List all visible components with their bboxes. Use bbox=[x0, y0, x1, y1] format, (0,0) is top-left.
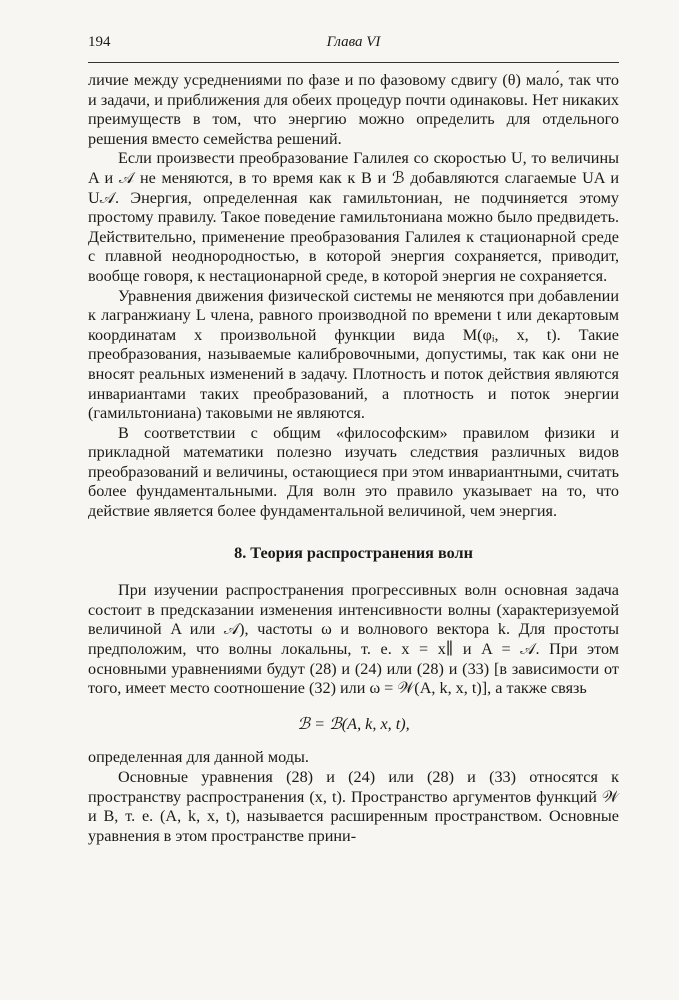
paragraph-after-formula: определенная для данной моды. bbox=[88, 748, 309, 767]
paragraph-gauge: Уравнения движения физической системы не меняются при добавлении к лагранжиану L члена, равного производной по времени t или декартовым координатам x произвольной функции вида M(φᵢ, x, t). Такие преобразования, называемые калибровочными, допустимы, так как они не вносят реальных изменений в задачу. Плотность и поток действия являются инвариантами таких преобразований, а плотность и поток энергии (гамильтониана) таковыми не являются. bbox=[88, 286, 619, 423]
body-text bbox=[88, 71, 619, 846]
page-number: 194 bbox=[88, 34, 111, 50]
header-rule bbox=[88, 62, 619, 63]
paragraph-extended-space: Основные уравнения (28) и (24) или (28) и (33) относятся к пространству распространения (x, t). Пространство аргументов функций 𝒲 и B, т. е. (A, k, x, t), называется расширенным пространством. Основные уравнения в этом пространстве прини- bbox=[88, 768, 619, 845]
formula: ℬ = ℬ(A, k, x, t), bbox=[297, 714, 410, 733]
paragraph-philosophy: В соответствии с общим «философским» правилом физики и прикладной математики полезно изучать следствия различных видов преобразований и величины, остающиеся при этом инвариантными, считать более фундаментальными. Для волн это правило указывает на то, что действие является более фундаментальной величиной, чем энергия. bbox=[88, 423, 619, 521]
section-heading: 8. Теория распространения волн bbox=[234, 543, 473, 562]
paragraph-continued: личие между усреднениями по фазе и по фазовому сдвигу (θ) мало́, так что и задачи, и приближения для обеих процедур почти одинаковы. Нет никаких преимуществ в том, что энергию можно определить для отдельного решения вместо семейства решений. bbox=[88, 71, 619, 148]
paragraph-wave-propagation: При изучении распространения прогрессивных волн основная задача состоит в предсказании изменения интенсивности волны (характеризуемой величиной A или 𝒜), частоты ω и волнового вектора k. Для простоты предположим, что волны локальны, т. е. x = x∥ и A = 𝒜. При этом основными уравнениями будут (28) и (24) или (28) и (33) [в зависимости от того, имеет место соотношение (32) или ω = 𝒲(A, k, x, t)], а также связь bbox=[88, 581, 619, 698]
running-head: Глава VI bbox=[326, 34, 381, 50]
paragraph-galilean: Если произвести преобразование Галилея со скоростью U, то величины A и 𝒜 не меняются, в то время как к B и ℬ добавляются слагаемые UA и U𝒜. Энергия, определенная как гамильтониан, не подчиняется этому простому правилу. Такое поведение гамильтониана можно было предвидеть. Действительно, применение преобразования Галилея к стационарной среде с плавной неоднородностью, в которой энергия сохраняется, приводит, вообще говоря, к нестационарной среде, в которой энергия не сохраняется. bbox=[88, 149, 619, 285]
page-header bbox=[88, 34, 619, 58]
